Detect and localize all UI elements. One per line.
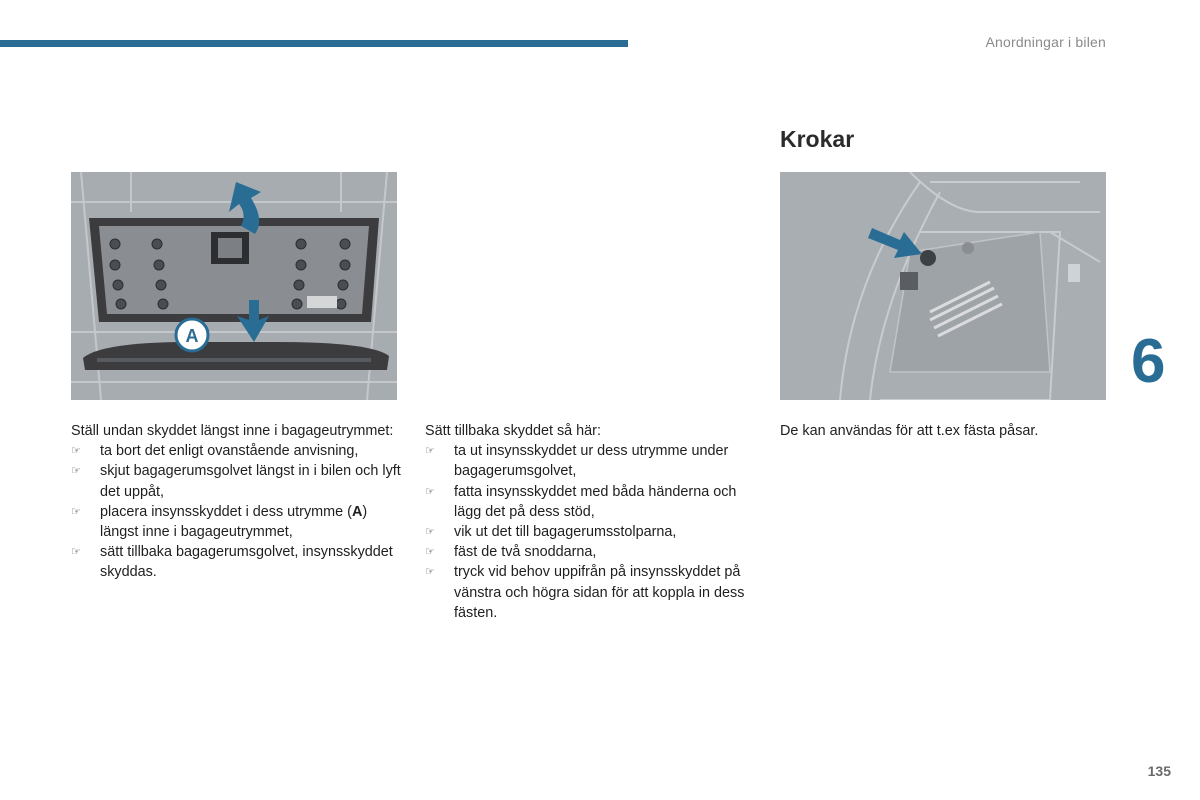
callout-label-a: A <box>185 326 199 346</box>
header-accent-bar <box>0 40 628 47</box>
column1-list <box>71 441 401 582</box>
column2-intro: Sätt tillbaka skyddet så här: <box>425 423 601 439</box>
hooks-illustration <box>780 172 1106 400</box>
pointing-hand-icon: ☞ <box>425 546 435 559</box>
pointing-hand-icon: ☞ <box>425 566 435 579</box>
list-item: ☞ tryck vid behov uppifrån på insynsskyddet på vänstra och högra sidan för att koppla in dess fästen. <box>425 564 745 621</box>
hooks-description: De kan användas för att t.ex fästa påsar. <box>780 423 1039 439</box>
column-stow-cover <box>71 421 401 583</box>
pointing-hand-icon: ☞ <box>71 505 81 518</box>
callout-reference: A <box>351 503 363 520</box>
column-refit-cover <box>425 421 760 623</box>
list-item: ☞ fatta insynsskyddet med båda händerna och lägg det på dess stöd, <box>425 483 737 520</box>
list-item: ☞ ta ut insynsskyddet ur dess utrymme under bagagerumsgolvet, <box>425 443 729 480</box>
list-item: ☞ sätt tillbaka bagagerumsgolvet, insynsskyddet skyddas. <box>71 544 393 581</box>
chapter-number: 6 <box>1131 327 1166 396</box>
page-number: 135 <box>1147 763 1171 779</box>
pointing-hand-icon: ☞ <box>71 546 81 559</box>
list-item: ☞ vik ut det till bagagerumsstolparna, <box>425 522 760 542</box>
list-item: ☞ skjut bagagerumsgolvet längst in i bilen och lyft det uppåt, <box>71 463 401 500</box>
pointing-hand-icon: ☞ <box>425 485 435 498</box>
column-hooks <box>780 421 1100 441</box>
pointing-hand-icon: ☞ <box>71 445 81 458</box>
section-heading-hooks: Krokar <box>780 126 855 152</box>
pointing-hand-icon: ☞ <box>71 465 81 478</box>
running-header: Anordningar i bilen <box>985 34 1106 50</box>
pointing-hand-icon: ☞ <box>425 445 435 458</box>
column2-list <box>425 441 760 623</box>
list-item: ☞ ta bort det enligt ovanstående anvisning, <box>71 441 401 461</box>
list-item: ☞ fäst de två snoddarna, <box>425 542 760 562</box>
cover-stowage-illustration <box>71 172 397 400</box>
list-item: ☞ placera insynsskyddet i dess utrymme (A) längst inne i bagageutrymmet, <box>71 503 368 541</box>
pointing-hand-icon: ☞ <box>425 526 435 539</box>
column1-intro: Ställ undan skyddet längst inne i bagageutrymmet: <box>71 423 394 439</box>
